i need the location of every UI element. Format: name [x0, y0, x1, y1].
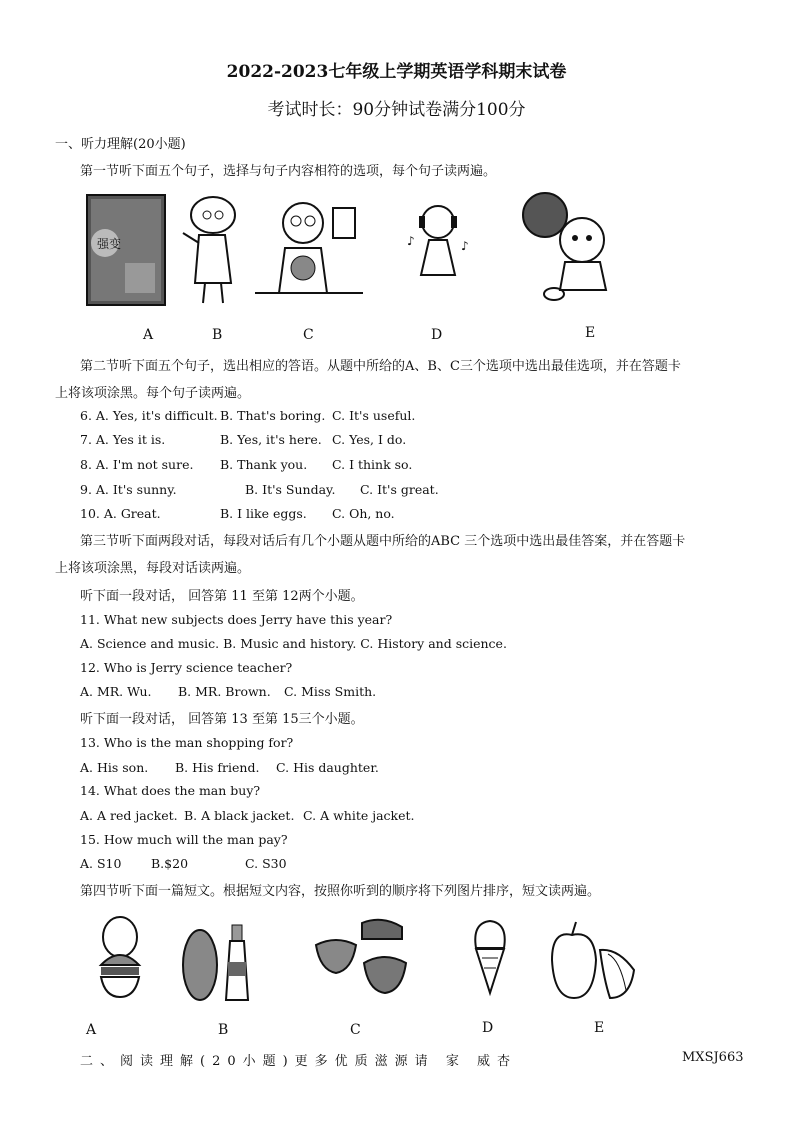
- pic2-label-b: B: [218, 1022, 229, 1038]
- ice-cream-icon: [470, 913, 510, 998]
- section1-heading: 一、听力理解(20小题): [55, 137, 186, 152]
- egg-burger-icon: [95, 915, 145, 1000]
- part1-instruction: 第一节听下面五个句子，选择与句子内容相符的选项，每个句子读两遍。: [80, 164, 497, 179]
- doctor-icon: [175, 193, 245, 308]
- girl-headphones-icon: [405, 200, 475, 295]
- part4-instruction: 第四节听下面一篇短文。根据短文内容，按照你听到的顺序将下列图片排序，短文读两遍。: [80, 884, 601, 899]
- dialogue1-instruction: 听下面一段对话， 回答第 11 至第 12两个小题。: [80, 589, 364, 604]
- q7-option-b: B. Yes, it's here.: [220, 432, 322, 447]
- part2-instruction-2: 上将该项涂黑。每个句子读两遍。: [55, 386, 251, 401]
- pic1-label-e: E: [585, 325, 596, 341]
- q6-option-a: 6. A. Yes, it's difficult.: [80, 408, 218, 423]
- q15-option-a: A. S10: [80, 856, 122, 871]
- q12-option-a: A. MR. Wu.: [80, 684, 152, 699]
- question-11: 11. What new subjects does Jerry have this year?: [80, 612, 393, 627]
- exam-subtitle: 考试时长：90分钟试卷满分100分: [267, 100, 526, 120]
- pic1-label-b: B: [212, 327, 223, 343]
- pic1-label-d: D: [431, 327, 443, 343]
- apple-banana-icon: [548, 920, 638, 1005]
- question-15-options: [80, 856, 287, 871]
- q15-option-c: C. S30: [245, 856, 287, 871]
- q10-option-c: C. Oh, no.: [332, 506, 395, 521]
- book-cover-text: 强变: [97, 237, 122, 251]
- q8-option-a: 8. A. I'm not sure.: [80, 457, 194, 472]
- q9-option-c: C. It's great.: [360, 482, 439, 497]
- pic2-label-d: D: [482, 1020, 494, 1036]
- question-11-options: A. Science and music. B. Music and history. C. History and science.: [80, 636, 507, 651]
- q6-option-b: B. That's boring.: [220, 408, 326, 423]
- q9-option-b: B. It's Sunday.: [245, 482, 336, 497]
- pic1-label-c: C: [303, 327, 314, 343]
- q12-option-b: B. MR. Brown.: [178, 684, 271, 699]
- question-6: [80, 408, 415, 423]
- q13-option-b: B. His friend.: [175, 760, 260, 775]
- part3-instruction-2: 上将该项涂黑，每段对话读两遍。: [55, 561, 251, 576]
- part2-instruction-1: 第二节听下面五个句子，选出相应的答语。从题中所给的A、B、C三个选项中选出最佳选项，并在答题卡: [80, 359, 681, 374]
- question-10: [80, 506, 395, 521]
- q14-option-b: B. A black jacket.: [184, 808, 295, 823]
- rice-bowls-icon: [312, 915, 412, 1000]
- question-8: [80, 457, 412, 472]
- boy-ball-icon: [520, 190, 625, 305]
- q7-option-c: C. Yes, I do.: [332, 432, 407, 447]
- q12-option-c: C. Miss Smith.: [284, 684, 377, 699]
- q14-option-a: A. A red jacket.: [80, 808, 178, 823]
- question-9: [80, 482, 439, 497]
- q8-option-c: C. I think so.: [332, 457, 413, 472]
- question-14: 14. What does the man buy?: [80, 783, 261, 798]
- q10-option-b: B. I like eggs.: [220, 506, 307, 521]
- q13-option-c: C. His daughter.: [276, 760, 379, 775]
- bread-bottle-icon: [180, 920, 255, 1005]
- question-15: 15. How much will the man pay?: [80, 832, 288, 847]
- dialogue2-instruction: 听下面一段对话， 回答第 13 至第 15三个小题。: [80, 712, 364, 727]
- q14-option-c: C. A white jacket.: [303, 808, 415, 823]
- section2-heading: 二、阅读理解(20小题)更多优质滋源请 家 威杏: [80, 1054, 517, 1069]
- question-7: [80, 432, 406, 447]
- part3-instruction-1: 第三节听下面两段对话，每段对话后有几个小题从题中所给的ABC 三个选项中选出最佳答案，并在答题卡: [80, 534, 686, 549]
- pic2-label-a: A: [86, 1022, 97, 1038]
- q6-option-c: C. It's useful.: [332, 408, 416, 423]
- exam-title: 2022-2023七年级上学期英语学科期末试卷: [226, 62, 567, 82]
- document-code: MXSJ663: [682, 1050, 744, 1065]
- teacher-flowers-icon: [255, 193, 365, 308]
- question-12-options: [80, 684, 376, 699]
- q7-option-a: 7. A. Yes it is.: [80, 432, 166, 447]
- q9-option-a: 9. A. It's sunny.: [80, 482, 177, 497]
- question-13: 13. Who is the man shopping for?: [80, 735, 294, 750]
- question-13-options: [80, 760, 379, 775]
- question-12: 12. Who is Jerry science teacher?: [80, 660, 293, 675]
- q8-option-b: B. Thank you.: [220, 457, 308, 472]
- svg-text:♪: ♪: [407, 234, 415, 248]
- q10-option-a: 10. A. Great.: [80, 506, 161, 521]
- question-14-options: [80, 808, 415, 823]
- book-icon: [85, 193, 167, 308]
- pic2-label-e: E: [594, 1020, 605, 1036]
- svg-text:♪: ♪: [461, 239, 469, 253]
- q13-option-a: A. His son.: [80, 760, 149, 775]
- q15-option-b: B.$20: [151, 856, 189, 871]
- pic2-label-c: C: [350, 1022, 361, 1038]
- pic1-label-a: A: [143, 327, 154, 343]
